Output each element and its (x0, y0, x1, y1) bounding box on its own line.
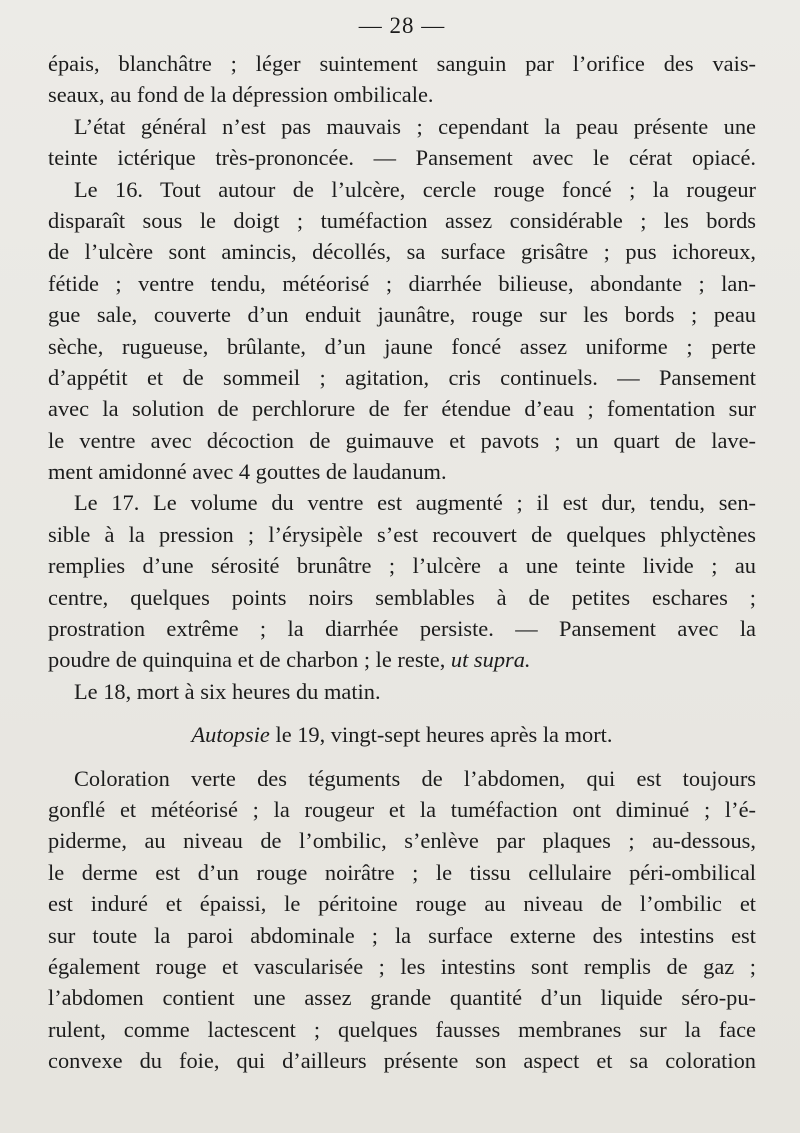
text-line: disparaît sous le doigt ; tuméfaction assez considérable ; les bords (48, 207, 756, 233)
text-line: d’appétit et de sommeil ; agitation, cris continuels. — Pansement (48, 364, 756, 390)
text-line: prostration extrême ; la diarrhée persiste. — Pansement avec la (48, 616, 756, 642)
text-line: de l’ulcère sont amincis, décollés, sa surface grisâtre ; pus ichoreux, (48, 239, 756, 265)
paragraph-3 (48, 174, 756, 488)
text-line: est induré et épaissi, le péritoine rouge au niveau de l’ombilic et (48, 891, 756, 917)
paragraph-1 (48, 48, 756, 111)
text-line: gonflé et météorisé ; la rougeur et la tuméfaction ont diminué ; l’é- (48, 796, 756, 822)
page-number: — 28 — (358, 13, 446, 38)
text-line: épais, blanchâtre ; léger suintement sanguin par l’orifice des vais- (48, 51, 756, 76)
italic-phrase: ut supra. (450, 647, 531, 673)
text-line (48, 644, 756, 675)
text-line: L’état général n’est pas mauvais ; cependant la peau présente une (74, 113, 756, 139)
text-line: piderme, au niveau de l’ombilic, s’enlève par plaques ; au-dessous, (48, 828, 756, 854)
text-line: Le 17. Le volume du ventre est augmenté ; il est dur, tendu, sen- (74, 490, 756, 516)
paragraph-4 (48, 487, 756, 675)
text-line: le derme est d’un rouge noirâtre ; le tissu cellulaire péri-ombilical (48, 859, 756, 885)
paragraph-5 (48, 676, 756, 707)
text-line: l’abdomen contient une assez grande quantité d’un liquide séro-pu- (48, 985, 756, 1011)
text-line: sur toute la paroi abdominale ; la surface externe des intestins est (48, 922, 756, 948)
text-line: Le 18, mort à six heures du matin. (74, 678, 381, 704)
text-line: sible à la pression ; l’érysipèle s’est recouvert de quelques phlyctènes (48, 521, 756, 547)
section-heading (48, 719, 756, 750)
text-line: ment amidonné avec 4 gouttes de laudanum. (48, 459, 447, 485)
text-line: Le 16. Tout autour de l’ulcère, cercle rouge foncé ; la rougeur (74, 176, 756, 202)
text-line: centre, quelques points noirs semblables à de petites eschares ; (48, 584, 756, 610)
heading-text: le 19, vingt-sept heures après la mort. (275, 722, 613, 748)
text-line: fétide ; ventre tendu, météorisé ; diarrhée bilieuse, abondante ; lan- (48, 270, 756, 296)
text-line: seaux, au fond de la dépression ombilicale. (48, 82, 434, 108)
text-line: le ventre avec décoction de guimauve et pavots ; un quart de lave- (48, 427, 756, 453)
text-line: avec la solution de perchlorure de fer étendue d’eau ; fomentation sur (48, 396, 756, 422)
paragraph-2 (48, 111, 756, 174)
text-line: sèche, rugueuse, brûlante, d’un jaune foncé assez uniforme ; perte (48, 333, 756, 359)
text-line: également rouge et vascularisée ; les intestins sont remplis de gaz ; (48, 953, 756, 979)
text-line: rulent, comme lactescent ; quelques fausses membranes sur la face (48, 1016, 756, 1042)
text-line: gue sale, couverte d’un enduit jaunâtre, rouge sur les bords ; peau (48, 302, 756, 328)
text-line-prefix: poudre de quinquina et de charbon ; le reste, (48, 647, 446, 673)
text-line: teinte ictérique très-prononcée. — Pansement avec le cérat opiacé. (48, 145, 756, 171)
heading-italic: Autopsie (191, 722, 270, 748)
text-line: remplies d’une sérosité brunâtre ; l’ulcère a une teinte livide ; au (48, 553, 756, 579)
paragraph-6 (48, 763, 756, 1077)
text-line: convexe du foie, qui d’ailleurs présente son aspect et sa coloration (48, 1048, 756, 1074)
text-line: Coloration verte des téguments de l’abdomen, qui est toujours (74, 765, 756, 791)
